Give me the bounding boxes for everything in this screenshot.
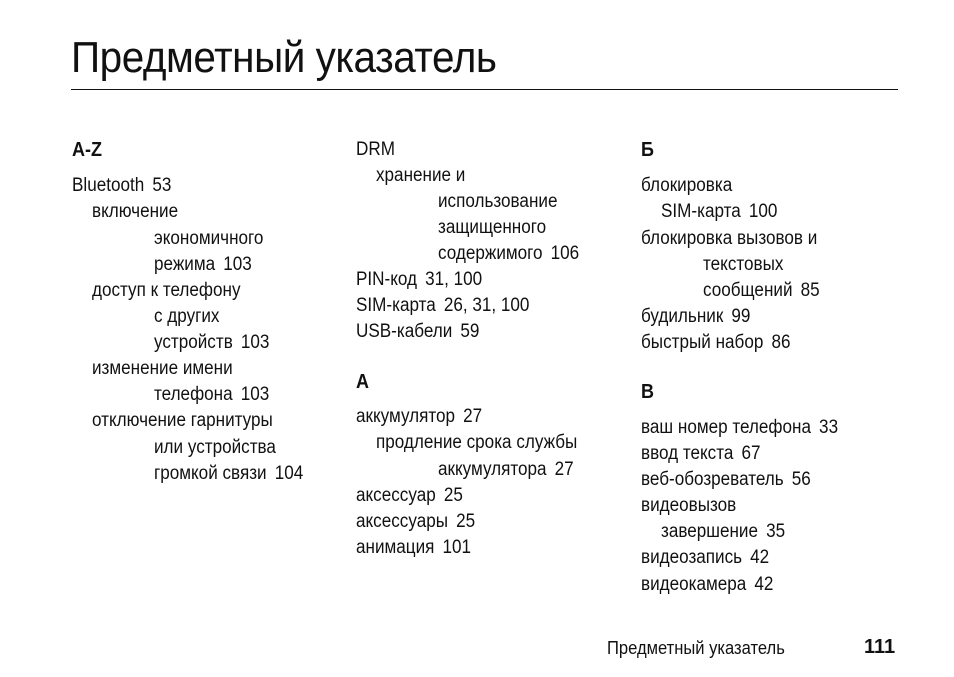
index-entry xyxy=(356,268,482,292)
index-term: громкой связи xyxy=(154,463,267,484)
index-subentry xyxy=(438,190,557,214)
index-term: SIM-карта xyxy=(661,201,741,222)
index-term: отключение гарнитуры xyxy=(92,410,273,431)
index-term: веб-обозреватель xyxy=(641,469,784,490)
index-entry xyxy=(641,546,769,570)
index-page-refs: 53 xyxy=(152,175,172,196)
index-term: включение xyxy=(92,201,179,222)
index-subentry xyxy=(92,279,241,303)
index-page-refs: 25 xyxy=(443,485,463,506)
index-term: Bluetooth xyxy=(72,175,145,196)
index-subentry xyxy=(661,520,785,544)
index-page-refs: 42 xyxy=(754,574,774,595)
index-subentry xyxy=(154,227,263,251)
index-term: SIM-карта xyxy=(356,295,436,316)
index-term: экономичного xyxy=(154,228,264,249)
index-entry xyxy=(641,468,811,492)
index-subentry xyxy=(438,458,574,482)
index-term: ввод текста xyxy=(641,443,734,464)
index-subentry xyxy=(154,253,252,277)
index-term: USB-кабели xyxy=(356,321,453,342)
index-term: видеокамера xyxy=(641,574,747,595)
index-term: доступ к телефону xyxy=(92,280,241,301)
index-letter-heading: В xyxy=(641,381,655,403)
index-term: устройств xyxy=(154,332,233,353)
index-term: или устройства xyxy=(154,437,276,458)
index-subentry xyxy=(154,436,276,460)
index-page-refs: 101 xyxy=(442,537,472,558)
index-entry xyxy=(641,442,761,466)
index-subentry xyxy=(154,462,303,486)
index-entry xyxy=(641,494,736,518)
index-term: завершение xyxy=(661,521,759,542)
index-term: PIN-код xyxy=(356,269,417,290)
index-term: аксессуары xyxy=(356,511,449,532)
index-subentry xyxy=(661,200,777,224)
index-term: быстрый набор xyxy=(641,332,764,353)
index-term: с других xyxy=(154,306,220,327)
index-entry xyxy=(356,405,482,429)
index-term: изменение имени xyxy=(92,358,233,379)
index-term: будильник xyxy=(641,306,724,327)
index-subentry xyxy=(438,242,579,266)
index-entry xyxy=(72,174,171,198)
index-subentry xyxy=(92,200,178,224)
index-page-refs: 59 xyxy=(460,321,480,342)
index-page-refs: 33 xyxy=(819,417,839,438)
index-entry xyxy=(356,510,475,534)
index-subentry xyxy=(703,279,820,303)
index-page-refs: 35 xyxy=(766,521,786,542)
index-subentry xyxy=(438,216,546,240)
index-page-refs: 27 xyxy=(554,459,574,480)
index-term: видеовызов xyxy=(641,495,737,516)
index-page-refs: 25 xyxy=(456,511,476,532)
index-subentry xyxy=(154,305,219,329)
index-term: продление срока службы xyxy=(376,432,578,453)
index-term: аккумулятора xyxy=(438,459,547,480)
index-page-refs: 104 xyxy=(274,463,304,484)
index-term: содержимого xyxy=(438,243,543,264)
index-page-refs: 100 xyxy=(748,201,778,222)
index-term: анимация xyxy=(356,537,435,558)
index-page-refs: 42 xyxy=(750,547,770,568)
index-page-refs: 86 xyxy=(771,332,791,353)
index-term: DRM xyxy=(356,139,395,160)
index-letter-heading: Б xyxy=(641,139,654,161)
index-page-refs: 106 xyxy=(550,243,580,264)
index-entry xyxy=(641,227,817,251)
index-subentry xyxy=(92,409,273,433)
index-entry xyxy=(356,294,529,318)
index-page-refs: 103 xyxy=(240,384,270,405)
index-subentry xyxy=(154,383,269,407)
index-term: использование xyxy=(438,191,558,212)
index-letter-heading: А xyxy=(356,371,370,393)
index-page-refs: 85 xyxy=(800,280,820,301)
index-entry xyxy=(641,573,773,597)
index-term: видеозапись xyxy=(641,547,743,568)
index-subentry xyxy=(376,164,465,188)
index-term: режима xyxy=(154,254,216,275)
index-term: телефона xyxy=(154,384,233,405)
index-entry xyxy=(641,331,790,355)
index-subentry xyxy=(703,253,783,277)
footer-page-number: 111 xyxy=(864,636,896,658)
index-page-refs: 31, 100 xyxy=(425,269,483,290)
index-page-refs: 103 xyxy=(240,332,270,353)
index-page-refs: 67 xyxy=(741,443,761,464)
index-term: защищенного xyxy=(438,217,547,238)
index-term: хранение и xyxy=(376,165,466,186)
page-title: Предметный указатель xyxy=(71,33,497,82)
footer-section-label: Предметный указатель xyxy=(607,638,785,658)
index-term: блокировка вызовов и xyxy=(641,228,818,249)
title-divider xyxy=(71,89,898,90)
index-term: аксессуар xyxy=(356,485,436,506)
index-term: ваш номер телефона xyxy=(641,417,811,438)
index-subentry xyxy=(154,331,269,355)
index-page-refs: 99 xyxy=(731,306,751,327)
index-page-refs: 26, 31, 100 xyxy=(443,295,530,316)
index-entry xyxy=(641,305,750,329)
index-page-refs: 103 xyxy=(223,254,252,275)
index-subentry xyxy=(92,357,233,381)
index-entry xyxy=(356,320,479,344)
index-entry xyxy=(356,138,395,162)
index-term: блокировка xyxy=(641,175,733,196)
index-subentry xyxy=(376,431,577,455)
index-term: текстовых xyxy=(703,254,784,275)
index-entry xyxy=(356,536,471,560)
index-page-refs: 56 xyxy=(791,469,811,490)
index-letter-heading: A-Z xyxy=(72,139,102,161)
index-term: аккумулятор xyxy=(356,406,456,427)
index-entry xyxy=(641,174,732,198)
index-page-refs: 27 xyxy=(463,406,483,427)
index-entry xyxy=(641,416,838,440)
index-term: сообщений xyxy=(703,280,793,301)
index-entry xyxy=(356,484,463,508)
